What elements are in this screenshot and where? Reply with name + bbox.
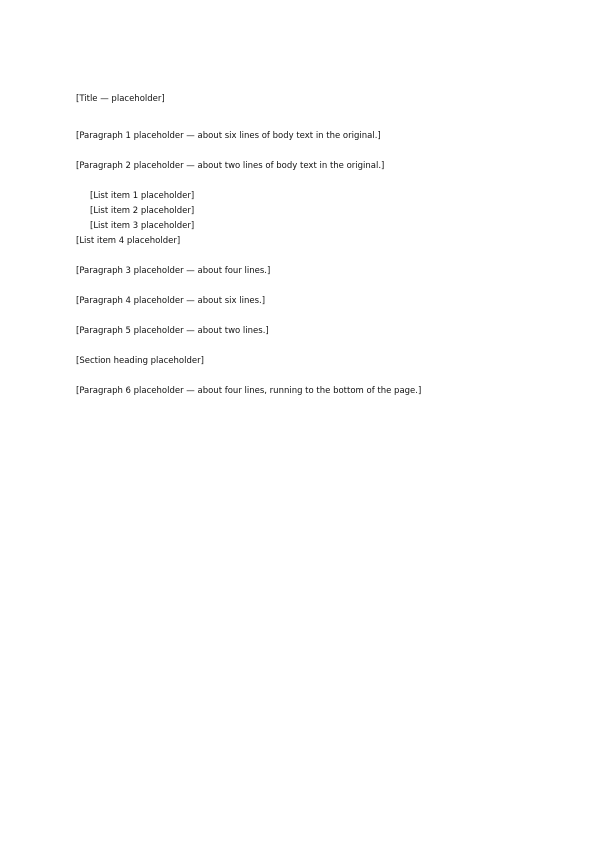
list-item: [List item 1 placeholder] xyxy=(90,191,195,201)
top-paragraphs xyxy=(76,129,519,174)
paragraph: [Paragraph 5 placeholder — about two lines.] xyxy=(76,326,269,336)
paragraph: [Paragraph 3 placeholder — about four lines.] xyxy=(76,266,271,276)
paragraph: [Paragraph 2 placeholder — about two lines of body text in the original.] xyxy=(76,161,385,171)
list-item: [List item 4 placeholder] xyxy=(76,236,181,246)
paragraph: [Section heading placeholder] xyxy=(76,356,204,366)
parts-list xyxy=(76,189,519,249)
paragraph: [Paragraph 6 placeholder — about four lines, running to the bottom of the page.] xyxy=(76,386,422,396)
list-item: [List item 2 placeholder] xyxy=(90,206,195,216)
paragraph: [Paragraph 1 placeholder — about six lines of body text in the original.] xyxy=(76,131,381,141)
list-item: [List item 3 placeholder] xyxy=(90,221,195,231)
paragraph: [Paragraph 4 placeholder — about six lines.] xyxy=(76,296,266,306)
document-title: [Title — placeholder] xyxy=(76,94,165,104)
bottom-paragraphs xyxy=(76,264,519,399)
